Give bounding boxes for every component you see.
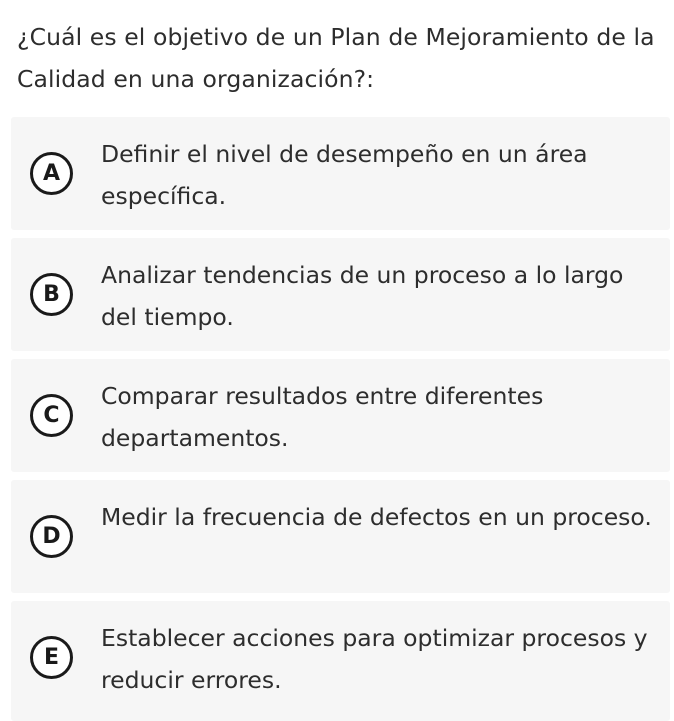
option-label: Comparar resultados entre diferentes departamentos. bbox=[101, 382, 544, 452]
option-a[interactable] bbox=[11, 117, 670, 230]
answer-options bbox=[11, 117, 670, 721]
option-label: Establecer acciones para optimizar procesos y reducir errores. bbox=[101, 624, 648, 694]
option-d[interactable] bbox=[11, 480, 670, 593]
option-letter-badge: A bbox=[30, 152, 73, 195]
option-letter-badge: C bbox=[30, 394, 73, 437]
option-c[interactable] bbox=[11, 359, 670, 472]
option-label: Definir el nivel de desempeño en un área específica. bbox=[101, 140, 588, 210]
option-letter-badge: B bbox=[30, 273, 73, 316]
option-b[interactable] bbox=[11, 238, 670, 351]
option-letter-badge: E bbox=[30, 636, 73, 679]
question-text: ¿Cuál es el objetivo de un Plan de Mejoramiento de la Calidad en una organización?: bbox=[17, 23, 655, 93]
option-e[interactable] bbox=[11, 601, 670, 721]
option-label: Medir la frecuencia de defectos en un proceso. bbox=[101, 503, 652, 531]
option-letter-badge: D bbox=[30, 515, 73, 558]
option-label: Analizar tendencias de un proceso a lo largo del tiempo. bbox=[101, 261, 624, 331]
